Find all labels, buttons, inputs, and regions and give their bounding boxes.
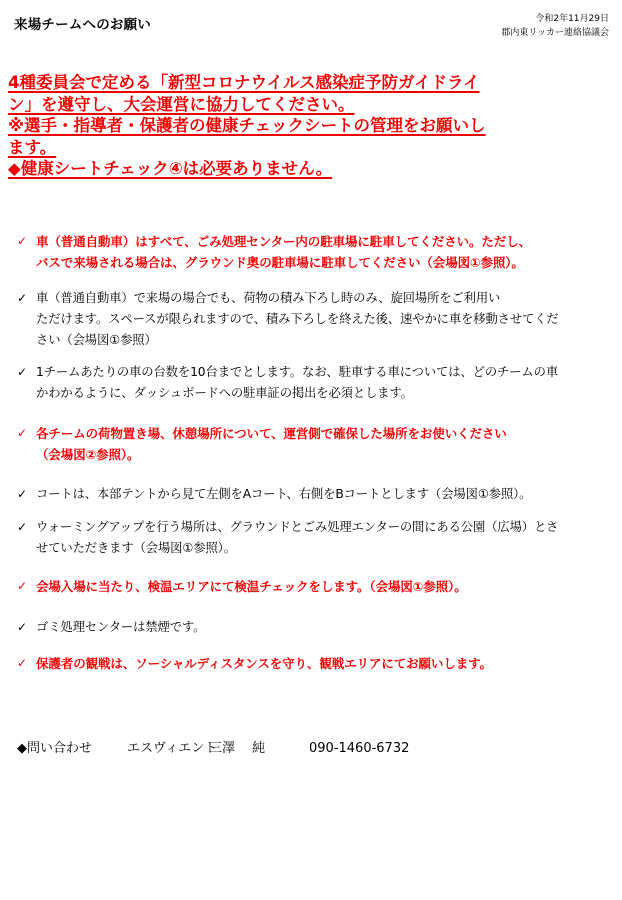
list-item-line: 保護者の観戦は、ソーシャルディスタンスを守り、観戦エリアにてお願いします。 bbox=[36, 656, 492, 671]
list-item-line: 会場入場に当たり、検温エリアにて検温チェックをします。（会場図①参照）。 bbox=[36, 579, 467, 594]
list-item-line: （会場図②参照）。 bbox=[36, 447, 140, 462]
list-item bbox=[36, 617, 616, 638]
notice-line-text: ※選手・指導者・保護者の健康チェックシートの管理をお願いし bbox=[8, 116, 486, 135]
list-item-line: ウォーミングアップを行う場所は、グラウンドとごみ処理エンターの間にある公園（広場）とさ bbox=[36, 520, 559, 534]
page-title: 来場チームへのお願い bbox=[14, 17, 151, 33]
checkmark-icon: ✓ bbox=[17, 234, 28, 248]
list-item bbox=[36, 653, 616, 674]
list-item-line: コートは、本部テントから見て左側をAコート、右側をBコートとします（会場図①参照）。 bbox=[36, 487, 532, 501]
checkmark-icon: ✓ bbox=[17, 520, 28, 534]
notice-line-text: ン」を遵守し、大会運営に協力してください。 bbox=[8, 94, 355, 114]
list-item-line: せていただきます（会場図①参照）。 bbox=[36, 541, 236, 555]
list-item-line: ただけます。スペースが限られますので、積み下ろしを終えた後、速やかに車を移動させてくだ bbox=[36, 312, 559, 326]
list-item bbox=[36, 423, 616, 465]
list-item-line: 各チームの荷物置き場、休憩場所について、運営側で確保した場所をお使いください bbox=[36, 426, 507, 441]
list-item bbox=[36, 231, 616, 273]
list-item-line: さい（会場図①参照） bbox=[36, 333, 157, 347]
contact-label: ◆問い合わせ bbox=[17, 741, 92, 756]
checkmark-icon: ✓ bbox=[17, 656, 28, 670]
contact-company: エスヴィエント bbox=[127, 741, 218, 756]
checkmark-icon: ✓ bbox=[17, 487, 28, 501]
list-item bbox=[36, 517, 616, 559]
organization-name: 郡内東リッカー連絡協議会 bbox=[501, 28, 609, 38]
list-item bbox=[36, 362, 616, 404]
notice-line-text: ます。 bbox=[8, 137, 57, 157]
list-item-line: ゴミ処理センターは禁煙です。 bbox=[36, 620, 206, 634]
notice-line-text: ◆健康シートチェック④は必要ありません。 bbox=[8, 159, 333, 178]
list-item-line: かわかるように、ダッシュボードへの駐車証の掲出を必須とします。 bbox=[36, 386, 413, 400]
list-item-line: バスで来場される場合は、グラウンド奥の駐車場に駐車してください（会場図①参照）。 bbox=[36, 255, 524, 270]
list-item-line: 車（普通自動車）で来場の場合でも、荷物の積み下ろし時のみ、旋回場所をご利用い bbox=[36, 291, 501, 305]
list-item bbox=[36, 576, 616, 597]
notice-line-text: 4種委員会で定める「新型コロナウイルス感染症予防ガイドライ bbox=[8, 73, 480, 92]
list-item-line: 1チームあたりの車の台数を10台までとします。なお、駐車する車については、どのチームの車 bbox=[36, 365, 559, 379]
list-item bbox=[36, 484, 616, 505]
checkmark-icon: ✓ bbox=[17, 620, 28, 634]
list-item bbox=[36, 288, 616, 351]
checkmark-icon: ✓ bbox=[17, 426, 28, 440]
contact-info bbox=[17, 737, 409, 756]
contact-phone: 090-1460-6732 bbox=[309, 741, 410, 756]
document-date: 令和2年11月29日 bbox=[535, 14, 609, 24]
checkmark-icon: ✓ bbox=[17, 291, 28, 305]
checkmark-icon: ✓ bbox=[17, 365, 28, 379]
checkmark-icon: ✓ bbox=[17, 579, 28, 593]
list-item-line: 車（普通自動車）はすべて、ごみ処理センター内の駐車場に駐車してください。ただし、 bbox=[36, 234, 532, 249]
contact-name: 三澤 純 bbox=[209, 741, 266, 756]
